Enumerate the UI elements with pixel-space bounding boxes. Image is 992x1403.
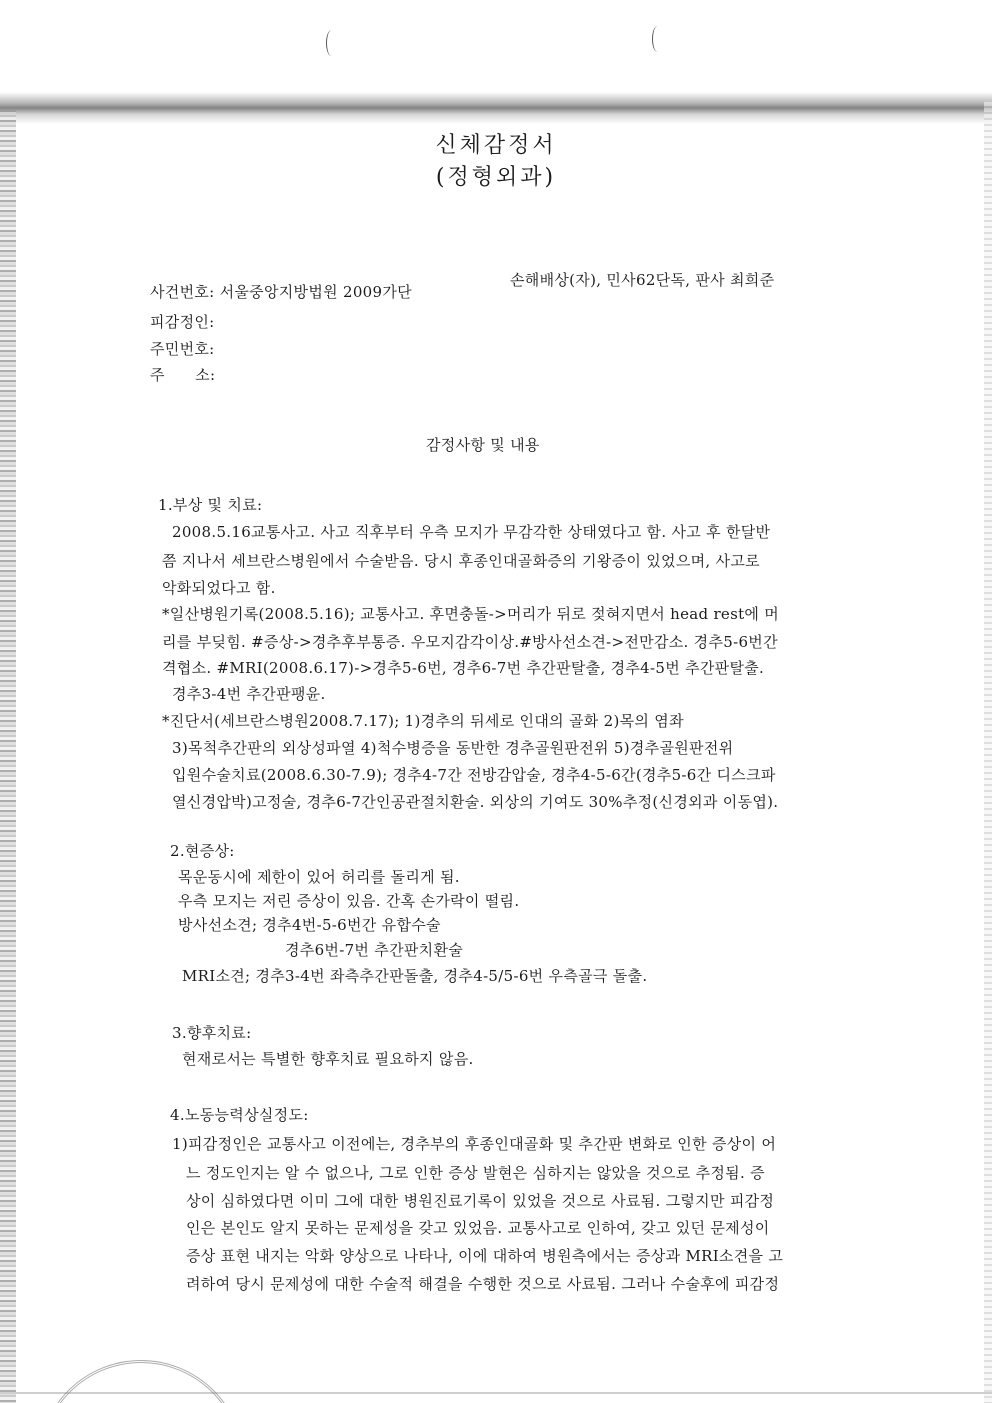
subject-label: 피감정인: [150, 313, 215, 331]
text-line: 방사선소견; 경추4번-5-6번간 유합수술 [178, 916, 441, 934]
document-subtitle: (정형외과) [435, 165, 557, 190]
text-line: 3.향후치료: [172, 1024, 252, 1042]
text-line: 2.현증상: [170, 842, 235, 860]
official-seal [38, 1360, 244, 1403]
scan-shadow-band [0, 92, 992, 124]
text-line: 리를 부딪힘. #증상->경추후부통증. 우모지감각이상.#방사선소견->전만감소. 경추5-6번간 [162, 633, 778, 651]
text-line: *일산병원기록(2008.5.16); 교통사고. 후면충돌->머리가 뒤로 젖혀지면서 head rest에 머 [162, 605, 780, 623]
text-line: 입원수술치료(2008.6.30-7.9); 경추4-7간 전방감압술, 경추4-5-6간(경추5-6간 디스크파 [172, 766, 776, 784]
document-title: 신체감정서 [435, 133, 557, 158]
text-line: 우측 모지는 저린 증상이 있음. 간혹 손가락이 떨림. [178, 892, 520, 910]
case-type: 손해배상(자), 민사62단독, 판사 최희준 [510, 271, 775, 289]
section-heading: 감정사항 및 내용 [426, 436, 540, 454]
text-line: 경추3-4번 추간판팽윤. [172, 685, 326, 703]
text-line: 증상 표현 내지는 악화 양상으로 나타나, 이에 대하여 병원측에서는 증상과 MRI소견을 고 [186, 1247, 784, 1265]
text-line: 악화되었다고 함. [162, 579, 276, 597]
text-line: 느 정도인지는 알 수 없으나, 그로 인한 증상 발현은 심하지는 않았을 것으로 추정됨. 증 [186, 1164, 765, 1182]
text-line: 경추6번-7번 추간판치환술 [285, 941, 464, 959]
text-line: 3)목척추간판의 외상성파열 4)척수병증을 동반한 경추골원판전위 5)경추골원판전위 [172, 739, 734, 757]
text-line: 격협소. #MRI(2008.6.17)->경추5-6번, 경추6-7번 추간판탈출, 경추4-5번 추간판탈출. [162, 659, 765, 677]
text-line: 목운동시에 제한이 있어 허리를 돌리게 됨. [178, 868, 460, 886]
case-number: 사건번호: 서울중앙지방법원 2009가단 [150, 283, 412, 301]
address-label: 주 소: [150, 366, 216, 384]
text-line: 2008.5.16교통사고. 사고 직후부터 우측 모지가 무감각한 상태였다고 함. 사고 후 한달반 [172, 523, 771, 541]
text-line: 1)피감정인은 교통사고 이전에는, 경추부의 후종인대골화 및 추간판 변화로 인한 증상이 어 [172, 1135, 777, 1153]
scan-right-edge [984, 100, 992, 1403]
text-line: 열신경압박)고정술, 경추6-7간인공관절치환술. 외상의 기여도 30%추정(신경외과 이동엽). [172, 793, 779, 811]
punch-mark [326, 30, 337, 56]
text-line: 려하여 당시 문제성에 대한 수술적 해결을 수행한 것으로 사료됨. 그러나 수술후에 피감정 [186, 1275, 780, 1293]
text-line: 1.부상 및 치료: [158, 496, 263, 514]
text-line: MRI소견; 경추3-4번 좌측추간판돌출, 경추4-5/5-6번 우측골극 돌출. [182, 967, 648, 985]
text-line: 현재로서는 특별한 향후치료 필요하지 않음. [182, 1050, 474, 1068]
text-line: 인은 본인도 알지 못하는 문제성을 갖고 있었음. 교통사고로 인하여, 갖고 있던 문제성이 [186, 1219, 770, 1237]
text-line: *진단서(세브란스병원2008.7.17); 1)경추의 뒤세로 인대의 골화 2)목의 염좌 [162, 712, 684, 730]
text-line: 4.노동능력상실정도: [170, 1106, 309, 1124]
text-line: 상이 심하였다면 이미 그에 대한 병원진료기록이 있었을 것으로 사료됨. 그렇지만 피감정 [186, 1192, 775, 1210]
text-line: 쯤 지나서 세브란스병원에서 수술받음. 당시 후종인대골화증의 기왕증이 있었으며, 사고로 [162, 552, 760, 570]
resident-id-label: 주민번호: [150, 340, 215, 358]
punch-mark [652, 26, 663, 52]
scan-left-edge [0, 110, 16, 1403]
